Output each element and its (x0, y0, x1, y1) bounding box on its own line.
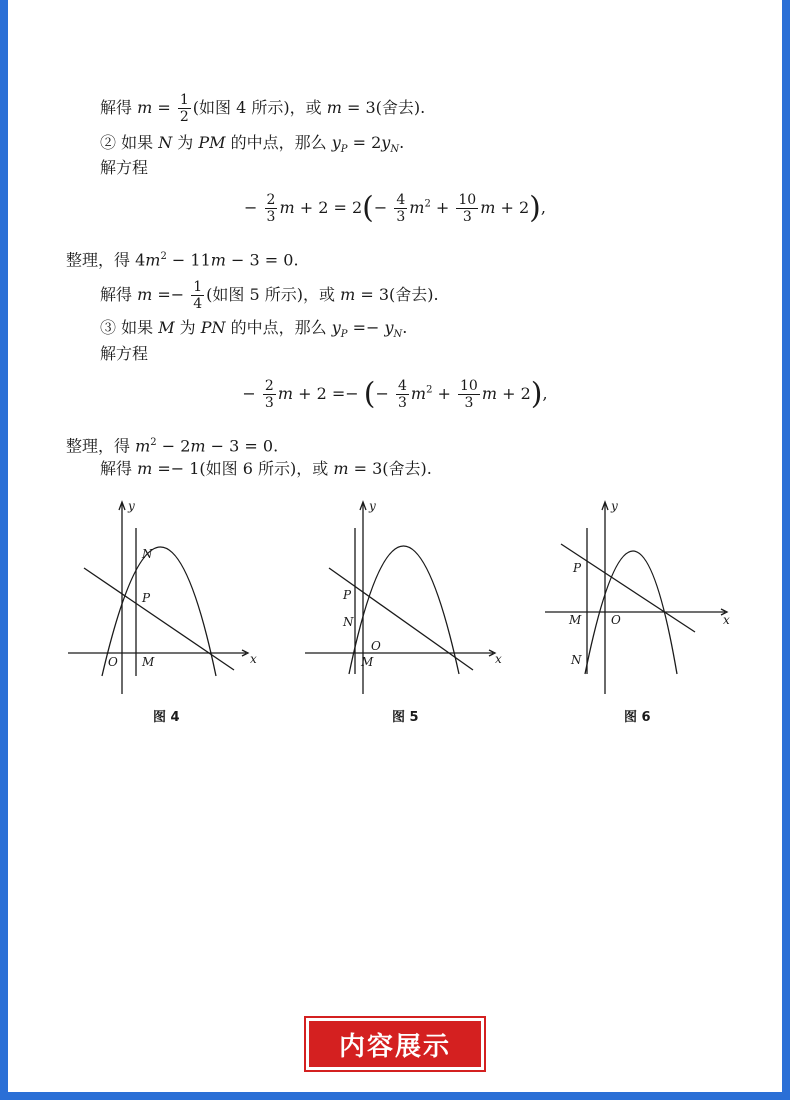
fraction-one-half: $\frac{1}{2}$ (179, 92, 189, 125)
label-O: O (371, 639, 381, 653)
label-P: P (142, 591, 151, 605)
figure-4-caption: 图 4 (153, 710, 180, 725)
solution-line-3: 解得 m =− 1(如图 6 所示)，或 m = 3(舍去). (100, 459, 432, 478)
simplify-line-2: 整理，得 $m^2 - 2m - 3 = 0$. (66, 436, 279, 456)
simplify-line-1: 整理，得 $4m^2 - 11m - 3 = 0$. (66, 250, 299, 270)
label-M: M (361, 655, 374, 669)
label-N: N (571, 653, 582, 667)
label-x: x (723, 613, 730, 627)
label-y: y (611, 499, 618, 513)
label-N: N (343, 615, 354, 629)
solve-equation-label-1: 解方程 (100, 158, 149, 177)
label-N: N (142, 547, 153, 561)
figure-6-caption: 图 6 (624, 710, 651, 725)
label-M: M (569, 613, 582, 627)
label-y: y (128, 499, 135, 513)
content-display-banner: 内容展示 (306, 1018, 484, 1070)
equation-2: − $\frac{2}{3}$ m + 2 =− (− $\frac{4}{3}$ $m^2$ + $\frac{10}{3}$ m + 2), (242, 376, 548, 412)
case-3-line: ③ 如果 M 为 PN 的中点，那么 $y_P =- y_N$. (100, 318, 408, 341)
document-page (8, 0, 782, 1092)
label-O: O (108, 655, 118, 669)
figure-5-caption: 图 5 (392, 710, 419, 725)
figure-4 (66, 498, 256, 698)
label-x: x (250, 652, 257, 666)
label-x: x (495, 652, 502, 666)
label-O: O (611, 613, 621, 627)
solve-equation-label-2: 解方程 (100, 344, 149, 363)
label-M: M (142, 655, 155, 669)
parabola (102, 547, 216, 676)
fraction-one-quarter: $\frac{1}{4}$ (193, 279, 203, 312)
label-P: P (573, 561, 582, 575)
label-P: P (343, 588, 352, 602)
figure-6 (543, 498, 743, 698)
case-2-line: ② 如果 N 为 PM 的中点，那么 $y_P = 2y_N$. (100, 133, 405, 156)
label-y: y (369, 499, 376, 513)
solution-line-2: 解得 m =− $\frac{1}{4}$ (如图 5 所示)，或 m = 3(舍去). (100, 279, 439, 312)
figure-5 (303, 498, 503, 698)
solution-line-1: 解得 m = $\frac{1}{2}$ (如图 4 所示)，或 m = 3(舍去). (100, 92, 426, 125)
equation-1: − $\frac{2}{3}$ m + 2 = 2(− $\frac{4}{3}$ $m^2$ + $\frac{10}{3}$ m + 2), (244, 190, 546, 226)
